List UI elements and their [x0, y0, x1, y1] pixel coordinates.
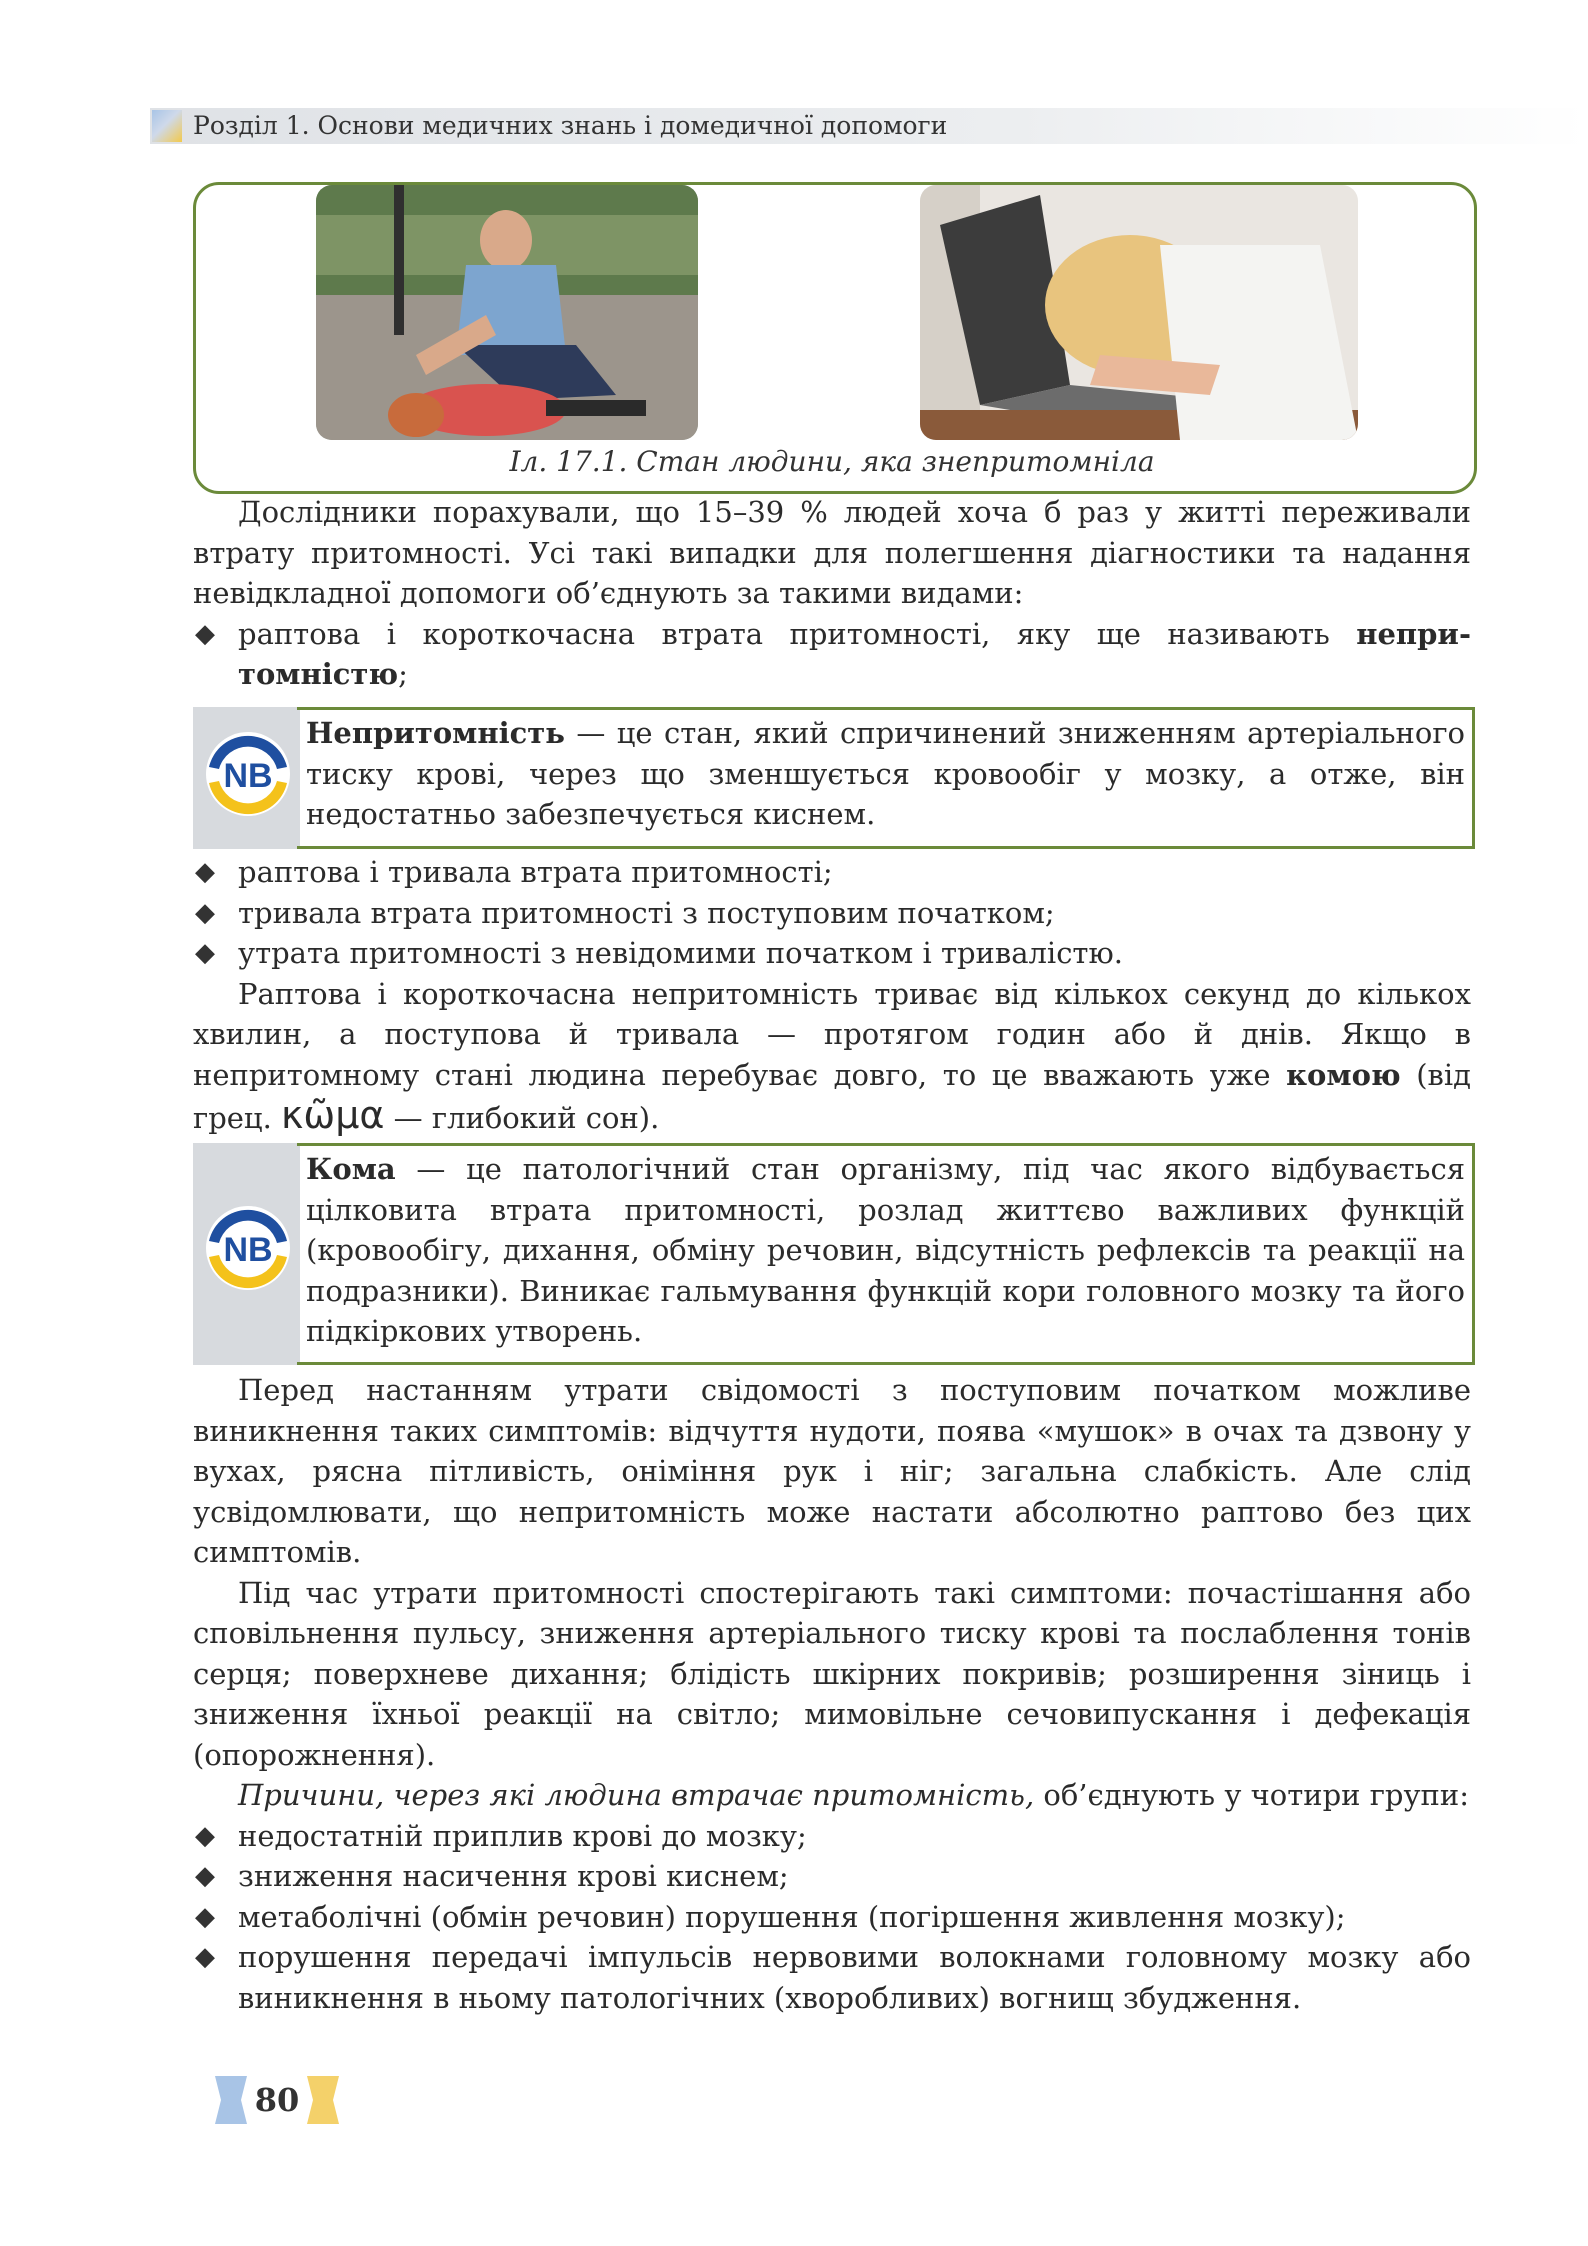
- photo-first-aid: [316, 185, 698, 440]
- list-item: ◆ раптова і короткочасна втрата притомності, яку ще називають непритомністю;: [193, 614, 1471, 695]
- nb-logo-icon: [203, 729, 293, 819]
- diamond-bullet-icon: ◆: [195, 938, 215, 968]
- symptoms-paragraph: Під час утрати притомності спостерігають такі симптоми: почастішання або сповільнення пульсу, зниження артеріального тиску крові та послаблення тонів серця; поверхневе дихання; блідість шкірних покривів; розширення зіниць і зниження їхньої реакції на світло; мимовільне сечовипускання і дефекація (опорожнення).: [193, 1575, 1471, 1772]
- list-item: ◆ зниження насичення крові киснем;: [193, 1856, 1471, 1897]
- symptoms-section: [193, 1370, 1471, 2018]
- intro-section: [193, 492, 1471, 695]
- page-number-badge: [207, 2070, 347, 2130]
- nb-text: Непритомність — це стан, який спричинений зниженням артеріального тиску крові, через що зменшується кровообіг у мозку, а отже, він недостатньо забезпечується киснем.: [306, 716, 1465, 831]
- diamond-bullet-icon: ◆: [195, 618, 215, 649]
- list-item: ◆ утрата притомності з невідомими початком і тривалістю.: [193, 933, 1471, 974]
- nb-term: Кома: [306, 1152, 396, 1186]
- diamond-bullet-icon: ◆: [195, 1901, 215, 1932]
- greek-word: κῶμα: [281, 1093, 385, 1137]
- types-section: [193, 852, 1471, 1139]
- nb-definition-fainting: [193, 707, 1475, 849]
- list-item: ◆ раптова і тривала втрата притомності;: [193, 852, 1471, 893]
- list-item: ◆ метаболічні (обмін речовин) порушення (погіршення живлення мозку);: [193, 1897, 1471, 1938]
- svg-text:NB: NB: [223, 757, 273, 795]
- bullet-list-b: [193, 852, 1471, 974]
- diamond-bullet-icon: ◆: [195, 1861, 215, 1891]
- coma-intro-paragraph: Раптова і короткочасна непритомність триває від кількох секунд до кількох хвилин, а поступова й тривала — протягом годин або й днів. Якщо в непритомному стані людина перебуває довго, то це вважають уже комою (від грец. κῶμα — глибокий сон).: [193, 976, 1471, 1137]
- diamond-bullet-icon: ◆: [195, 1942, 215, 1972]
- diamond-bullet-icon: ◆: [195, 1820, 215, 1851]
- intro-paragraph: Дослідники порахували, що 15–39 % людей хоча б раз у житті переживали втрату притомності. Усі такі випадки для полегшення діагностики та надання невідкладної допомоги об’єднують за такими видами:: [193, 495, 1471, 610]
- nb-text: Кома — це патологічний стан організму, під час якого відбувається цілковита втрата притомності, розлад життєво важливих функцій (кровообігу, дихання, обміну речовин, відсутність рефлексів та реакції на подразники). Виникає гальмування функцій кори головного мозку та його підкіркових утворень.: [306, 1152, 1465, 1348]
- bullet-list-c: [193, 1816, 1471, 2019]
- page-number: 80: [254, 2081, 300, 2119]
- diamond-bullet-icon: ◆: [195, 857, 215, 887]
- nb-definition-coma: [193, 1143, 1475, 1365]
- nb-logo-icon: [203, 1203, 293, 1293]
- chapter-marker-icon: [152, 110, 182, 142]
- causes-intro-paragraph: Причини, через які людина втрачає притомність, об’єднують у чотири групи:: [238, 1778, 1469, 1812]
- nb-term: Непритомність: [306, 716, 565, 750]
- diamond-bullet-icon: ◆: [195, 897, 215, 928]
- list-item: ◆ порушення передачі імпульсів нервовими волокнами головному мозку або виникнення в ньому патологічних (хворобливих) вогнищ збудження.: [193, 1937, 1471, 2018]
- figure-caption: Іл. 17.1. Стан людини, яка знепритомніла: [509, 445, 1155, 478]
- photo-fainted-at-laptop: [920, 185, 1358, 440]
- svg-text:NB: NB: [223, 1231, 273, 1269]
- bullet-list-a: [193, 614, 1471, 695]
- pre-symptoms-paragraph: Перед настанням утрати свідомості з поступовим початком можливе виникнення таких симптомів: відчуття нудоти, поява «мушок» в очах та дзвону у вухах, рясна пітливість, оніміння рук і ніг; загальна слабкість. Але слід усвідомлювати, що непритомність може настати абсолютно раптово без цих симптомів.: [193, 1373, 1471, 1569]
- chapter-title: Розділ 1. Основи медичних знань і домедичної допомоги: [193, 111, 948, 140]
- list-item: ◆ тривала втрата притомності з поступовим початком;: [193, 893, 1471, 934]
- list-item: ◆ недостатній приплив крові до мозку;: [193, 1816, 1471, 1857]
